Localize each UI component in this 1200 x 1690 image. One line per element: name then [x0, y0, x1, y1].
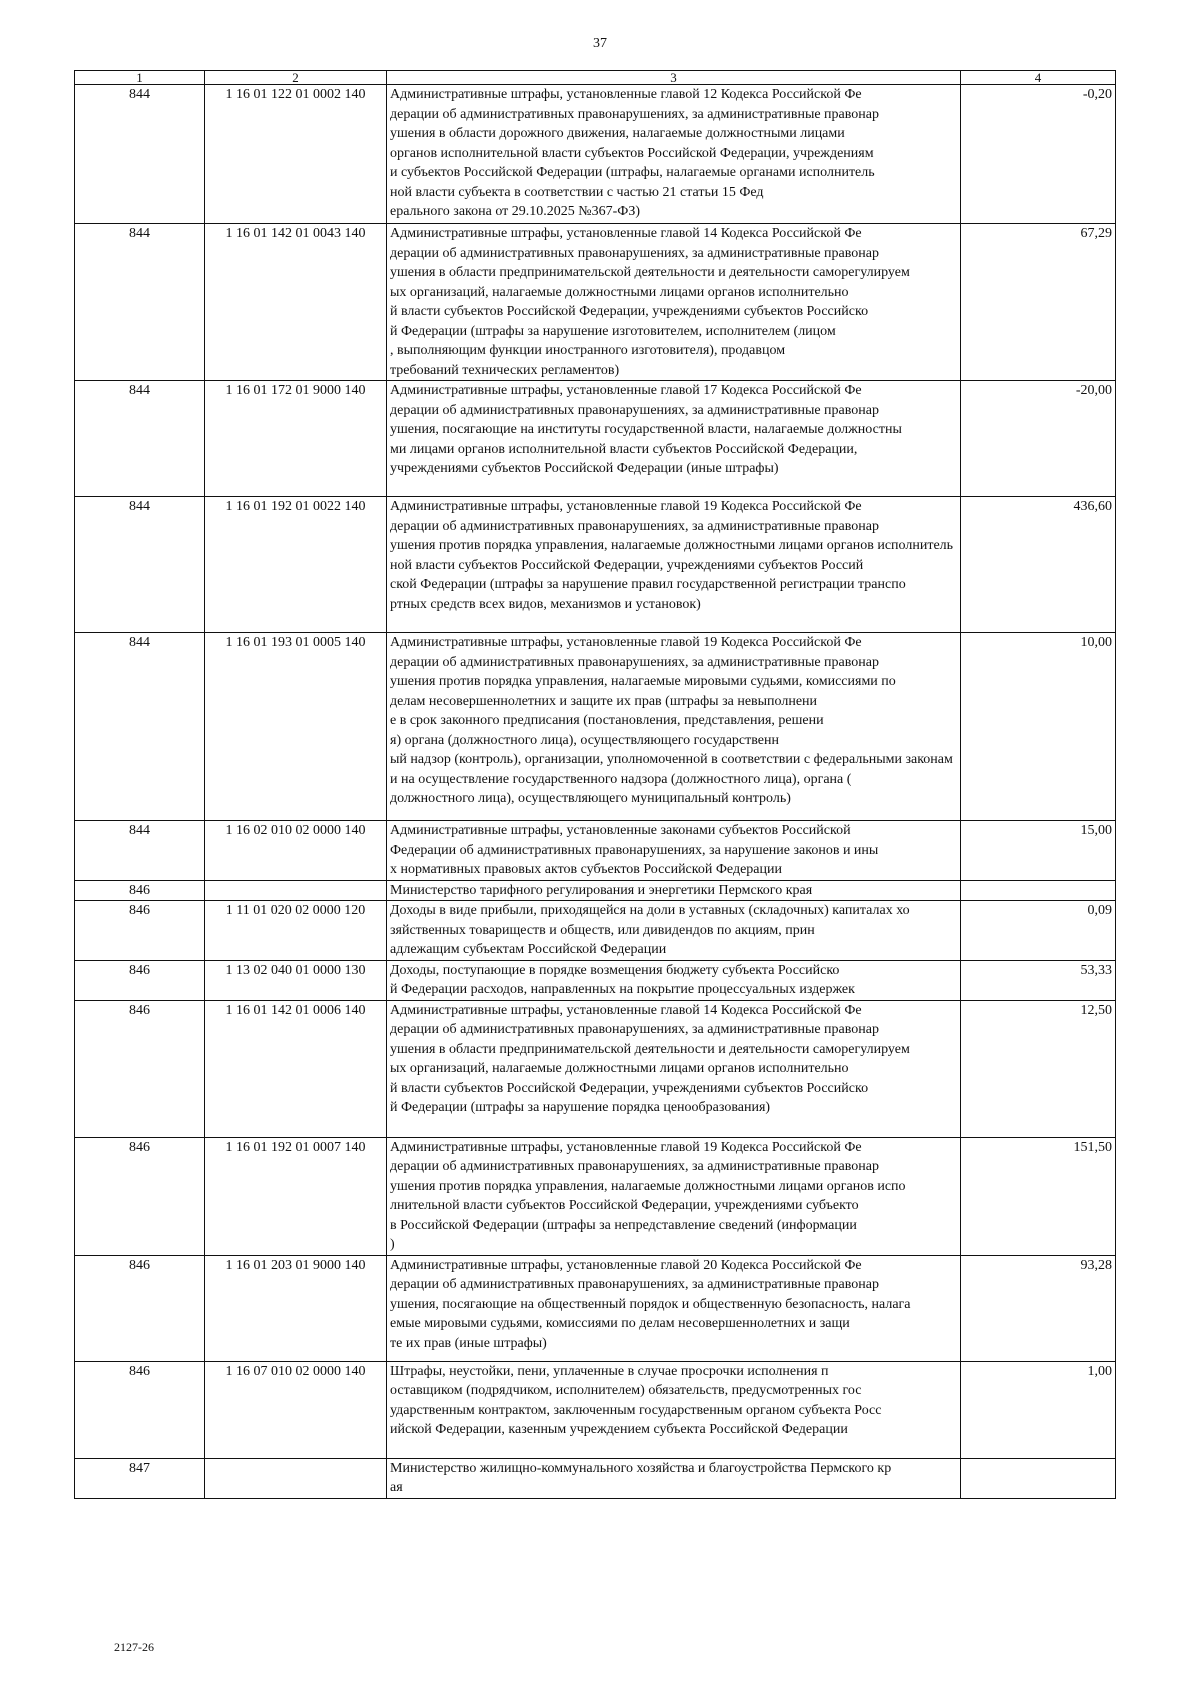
description-line: Министерство тарифного регулирования и энергетики Пермского края [390, 882, 813, 898]
amount-cell: -0,20 [961, 85, 1116, 224]
amount-cell: 10,00 [961, 633, 1116, 821]
budget-code-cell: 1 16 02 010 02 0000 140 [205, 821, 387, 881]
column-header-3: 3 [387, 71, 961, 85]
budget-code-cell: 1 16 01 172 01 9000 140 [205, 381, 387, 497]
description-line: ийской Федерации, казенным учреждением субъекта Российской Федерации [390, 1422, 848, 1437]
description-line: ушения в области дорожного движения, налагаемые должностными лицами [390, 126, 845, 141]
description-line: Административные штрафы, установленные главой 17 Кодекса Российской Фе [390, 383, 862, 398]
admin-code-cell: 847 [75, 1458, 205, 1498]
description-line: я) органа (должностного лица), осуществляющего государственн [390, 732, 779, 748]
description-line: Штрафы, неустойки, пени, уплаченные в случае просрочки исполнения п [390, 1363, 829, 1379]
table-row [75, 633, 1116, 821]
admin-code-cell: 846 [75, 1255, 205, 1361]
admin-code-cell: 844 [75, 381, 205, 497]
budget-code-cell: 1 16 07 010 02 0000 140 [205, 1361, 387, 1458]
description-cell [387, 1000, 961, 1137]
admin-code-cell: 844 [75, 85, 205, 224]
description-line: учреждениями субъектов Российской Федерации (иные штрафы) [390, 461, 779, 476]
description-line: е в срок законного предписания (постановления, представления, решени [390, 713, 824, 728]
description-line: ушения в области предпринимательской деятельности и деятельности саморегулируем [390, 265, 910, 280]
footer-code: 2127-26 [114, 1640, 154, 1654]
description-line: оставщиком (подрядчиком, исполнителем) обязательств, предусмотренных гос [390, 1383, 862, 1398]
description-line: лнительной власти субъектов Российской Федерации, учреждениями субъекто [390, 1198, 859, 1213]
budget-code-cell: 1 16 01 142 01 0043 140 [205, 224, 387, 381]
description-line: Доходы, поступающие в порядке возмещения бюджету субъекта Российско [390, 962, 840, 978]
description-line: органов исполнительной власти субъектов Российской Федерации, учреждениям [390, 145, 874, 161]
table-row [75, 1000, 1116, 1137]
description-line: Административные штрафы, установленные законами субъектов Российской [390, 823, 851, 838]
description-line: ерального закона от 29.10.2025 №367-ФЗ) [390, 204, 641, 219]
description-cell [387, 880, 961, 901]
description-line: ной власти субъекта в соответствии с частью 21 статьи 15 Фед [390, 184, 764, 200]
amount-cell: 67,29 [961, 224, 1116, 381]
admin-code-cell: 844 [75, 497, 205, 633]
description-line: ми лицами органов исполнительной власти субъектов Российской Федерации, [390, 441, 858, 457]
table-row [75, 1458, 1116, 1498]
table-row [75, 880, 1116, 901]
description-line: Административные штрафы, установленные главой 14 Кодекса Российской Фе [390, 1002, 862, 1018]
table-header-row [75, 71, 1116, 85]
description-line: дерации об административных правонарушениях, за административные правонар [390, 1159, 879, 1174]
description-line: ударственным контрактом, заключенным государственным органом субъекта Росс [390, 1402, 882, 1418]
description-line: Административные штрафы, установленные главой 20 Кодекса Российской Фе [390, 1257, 862, 1273]
budget-code-cell: 1 16 01 192 01 0007 140 [205, 1137, 387, 1255]
description-line: ых организаций, налагаемые должностными лицами органов исполнительно [390, 1061, 849, 1076]
amount-cell: 0,09 [961, 901, 1116, 961]
admin-code-cell: 846 [75, 1361, 205, 1458]
description-line: в Российской Федерации (штрафы за непредставление сведений (информации [390, 1217, 857, 1233]
description-line: делам несовершеннолетних и защите их прав (штрафы за невыполнени [390, 693, 818, 709]
description-line: дерации об административных правонарушениях, за административные правонар [390, 245, 879, 261]
description-line: ушения против порядка управления, налагаемые должностными лицами органов исполнитель [390, 538, 954, 553]
description-line: и на осуществление государственного надзора (должностного лица), органа ( [390, 771, 852, 787]
description-line: й Федерации (штрафы за нарушение изготовителем, исполнителем (лицом [390, 323, 836, 339]
amount-cell [961, 1458, 1116, 1498]
amount-cell: 15,00 [961, 821, 1116, 881]
admin-code-cell: 846 [75, 1000, 205, 1137]
description-line: ушения против порядка управления, налагаемые мировыми судьями, комиссиями по [390, 674, 896, 689]
description-cell [387, 633, 961, 821]
description-line: Административные штрафы, установленные главой 19 Кодекса Российской Фе [390, 499, 862, 514]
amount-cell: 436,60 [961, 497, 1116, 633]
description-line: ушения, посягающие на общественный порядок и общественную безопасность, налага [390, 1296, 911, 1312]
amount-cell: 53,33 [961, 960, 1116, 1000]
budget-code-cell [205, 880, 387, 901]
amount-cell: -20,00 [961, 381, 1116, 497]
table-row [75, 1255, 1116, 1361]
description-line: ской Федерации (штрафы за нарушение правил государственной регистрации транспо [390, 577, 906, 592]
table-row [75, 381, 1116, 497]
description-line: дерации об административных правонарушениях, за административные правонар [390, 654, 879, 670]
budget-code-cell: 1 16 01 203 01 9000 140 [205, 1255, 387, 1361]
description-line: й власти субъектов Российской Федерации, учреждениями субъектов Российско [390, 1080, 869, 1096]
budget-code-cell: 1 16 01 193 01 0005 140 [205, 633, 387, 821]
description-cell [387, 85, 961, 224]
table-row [75, 224, 1116, 381]
description-line: ый надзор (контроль), организации, уполномоченной в соответствии с федеральными законам [390, 752, 953, 767]
description-line: ая [390, 1480, 403, 1495]
description-line: и субъектов Российской Федерации (штрафы, налагаемые органами исполнитель [390, 165, 875, 180]
description-line: й Федерации расходов, направленных на покрытие процессуальных издержек [390, 982, 855, 997]
description-line: ушения, посягающие на институты государственной власти, налагаемые должностны [390, 422, 902, 437]
column-header-1: 1 [75, 71, 205, 85]
description-line: х нормативных правовых актов субъектов Российской Федерации [390, 862, 782, 877]
description-cell [387, 497, 961, 633]
table-row [75, 960, 1116, 1000]
table-row [75, 1361, 1116, 1458]
description-line: Федерации об административных правонарушениях, за нарушение законов и ины [390, 842, 879, 858]
description-line: те их прав (иные штрафы) [390, 1335, 547, 1351]
description-line: ушения в области предпринимательской деятельности и деятельности саморегулируем [390, 1041, 910, 1057]
budget-code-cell: 1 11 01 020 02 0000 120 [205, 901, 387, 961]
table-row [75, 821, 1116, 881]
description-cell [387, 901, 961, 961]
table-row [75, 1137, 1116, 1255]
description-line: Административные штрафы, установленные главой 19 Кодекса Российской Фе [390, 635, 862, 650]
description-cell [387, 1361, 961, 1458]
description-line: дерации об административных правонарушениях, за административные правонар [390, 106, 879, 122]
description-line: дерации об административных правонарушениях, за административные правонар [390, 518, 879, 534]
budget-code-cell: 1 16 01 142 01 0006 140 [205, 1000, 387, 1137]
description-line: емые мировыми судьями, комиссиями по делам несовершеннолетних и защи [390, 1316, 850, 1331]
amount-cell: 93,28 [961, 1255, 1116, 1361]
amount-cell: 1,00 [961, 1361, 1116, 1458]
budget-code-cell: 1 13 02 040 01 0000 130 [205, 960, 387, 1000]
admin-code-cell: 846 [75, 960, 205, 1000]
description-line: , выполняющим функции иностранного изготовителя), продавцом [390, 343, 786, 358]
description-line: должностного лица), осуществляющего муниципальный контроль) [390, 791, 791, 806]
description-line: ной власти субъектов Российской Федерации, учреждениями субъектов Россий [390, 557, 864, 573]
description-line: требований технических регламентов) [390, 362, 620, 378]
description-cell [387, 1137, 961, 1255]
description-line: ушения против порядка управления, налагаемые должностными лицами органов испо [390, 1178, 906, 1194]
description-line: адлежащим субъектам Российской Федерации [390, 942, 667, 957]
description-cell [387, 1255, 961, 1361]
description-line: дерации об административных правонарушениях, за административные правонар [390, 402, 879, 418]
description-line: ) [390, 1237, 395, 1252]
description-line: Доходы в виде прибыли, приходящейся на доли в уставных (складочных) капиталах хо [390, 903, 910, 918]
admin-code-cell: 844 [75, 633, 205, 821]
admin-code-cell: 846 [75, 880, 205, 901]
amount-cell [961, 880, 1116, 901]
description-line: й Федерации (штрафы за нарушение порядка ценообразования) [390, 1100, 771, 1115]
description-line: Административные штрафы, установленные главой 12 Кодекса Российской Фе [390, 87, 862, 102]
description-line: дерации об административных правонарушениях, за административные правонар [390, 1277, 879, 1292]
description-line: дерации об административных правонарушениях, за административные правонар [390, 1022, 879, 1037]
revenue-table [74, 70, 1116, 1499]
table-row [75, 901, 1116, 961]
description-cell [387, 960, 961, 1000]
description-line: й власти субъектов Российской Федерации, учреждениями субъектов Российско [390, 304, 869, 319]
description-line: ртных средств всех видов, механизмов и установок) [390, 596, 701, 612]
page-number: 37 [593, 36, 607, 51]
budget-code-cell [205, 1458, 387, 1498]
admin-code-cell: 846 [75, 1137, 205, 1255]
description-cell [387, 381, 961, 497]
admin-code-cell: 846 [75, 901, 205, 961]
amount-cell: 12,50 [961, 1000, 1116, 1137]
description-line: Административные штрафы, установленные главой 19 Кодекса Российской Фе [390, 1139, 862, 1155]
column-header-4: 4 [961, 71, 1116, 85]
table-row [75, 497, 1116, 633]
amount-cell: 151,50 [961, 1137, 1116, 1255]
admin-code-cell: 844 [75, 224, 205, 381]
description-cell [387, 224, 961, 381]
description-line: Министерство жилищно-коммунального хозяйства и благоустройства Пермского кр [390, 1460, 892, 1476]
description-line: ых организаций, налагаемые должностными лицами органов исполнительно [390, 284, 849, 300]
table-row [75, 85, 1116, 224]
description-line: зяйственных товариществ и обществ, или дивидендов по акциям, прин [390, 922, 815, 938]
column-header-2: 2 [205, 71, 387, 85]
admin-code-cell: 844 [75, 821, 205, 881]
budget-code-cell: 1 16 01 122 01 0002 140 [205, 85, 387, 224]
description-cell [387, 1458, 961, 1498]
description-cell [387, 821, 961, 881]
budget-code-cell: 1 16 01 192 01 0022 140 [205, 497, 387, 633]
description-line: Административные штрафы, установленные главой 14 Кодекса Российской Фе [390, 226, 862, 241]
